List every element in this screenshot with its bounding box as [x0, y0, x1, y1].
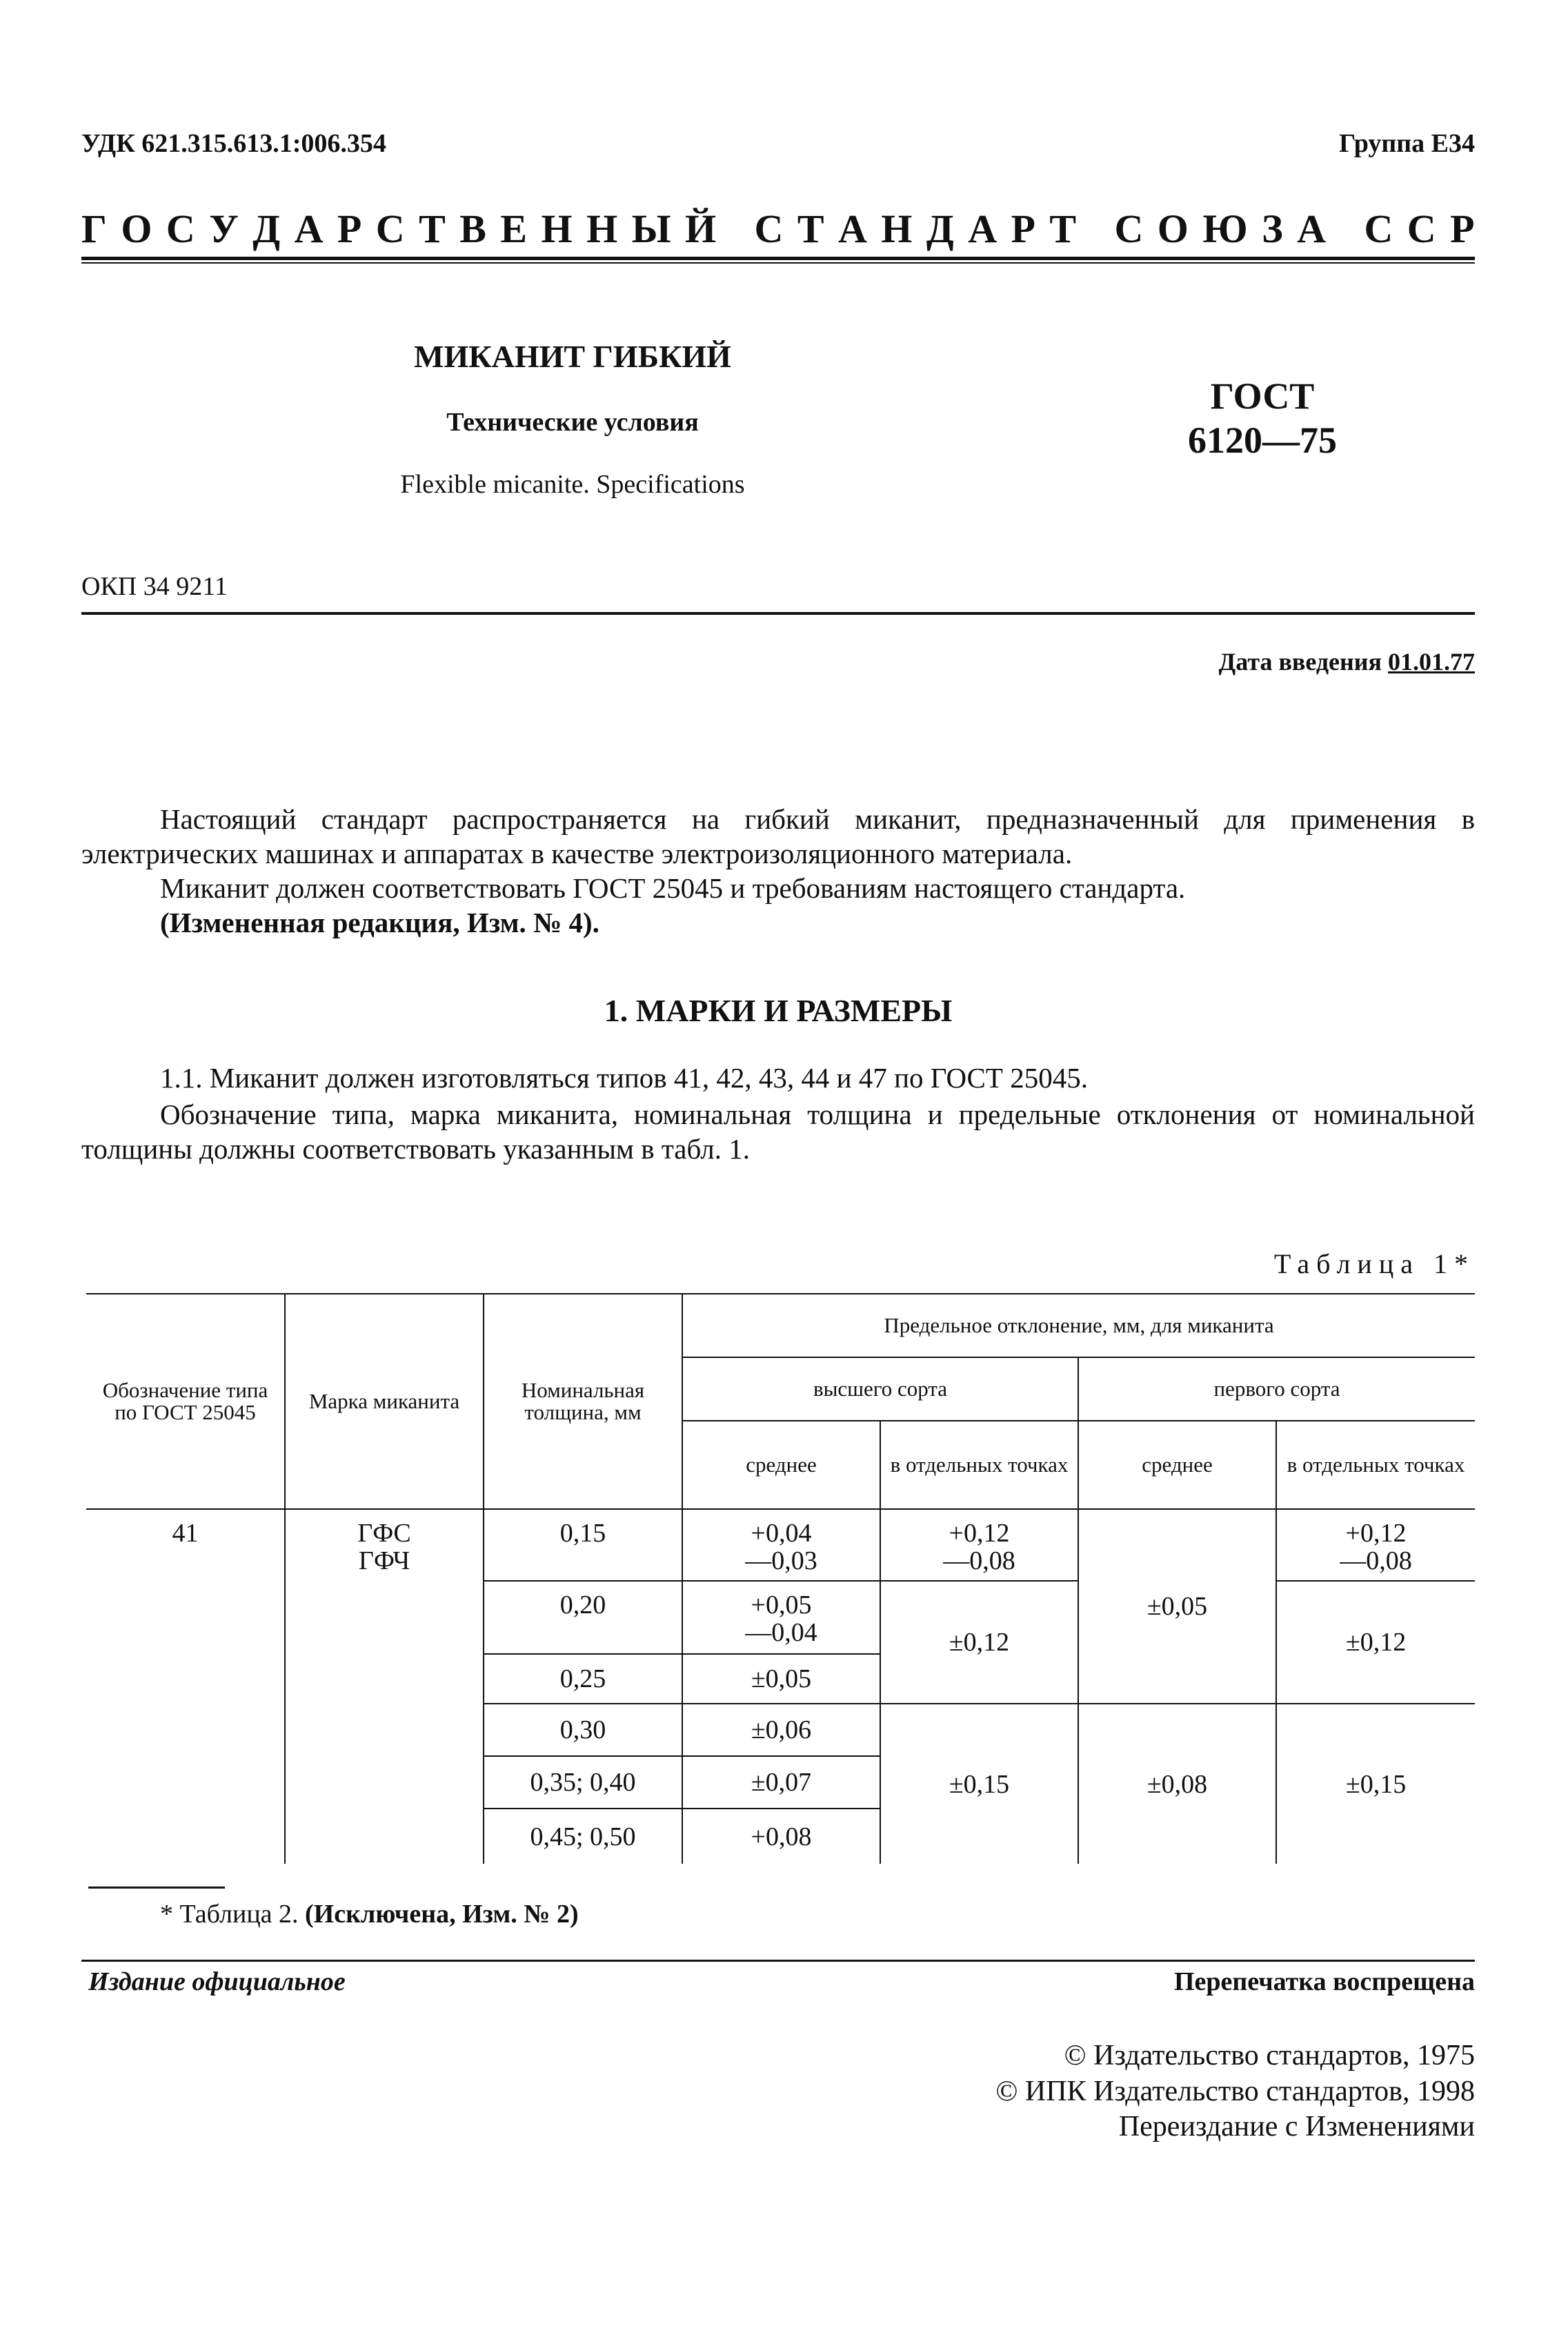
cell-first-points: [1276, 1509, 1475, 1581]
banner-letter: Ю: [1202, 206, 1248, 251]
banner-letter: Й: [685, 206, 717, 251]
banner-letter: Ы: [631, 206, 671, 251]
cell-high-average: ±0,06: [682, 1704, 880, 1756]
date-value: 01.01.77: [1388, 648, 1475, 676]
banner-letter: З: [1262, 206, 1283, 251]
intro-paragraph-1: Настоящий стандарт распространяется на гибкий миканит, предназначенный для применения в электрических машинах и аппаратах в качестве электроизоляционного материала.: [81, 803, 1475, 869]
cell-brands: [285, 1509, 484, 1864]
cell-high-average: [682, 1581, 880, 1654]
banner-letter: С: [754, 206, 784, 251]
clause-1-1-continuation: Обозначение типа, марка миканита, номинальная толщина и предельные отклонения от номинальной толщины должны соответствовать указанным в табл. 1.: [81, 1099, 1475, 1165]
banner-letter: У: [209, 206, 239, 251]
banner-letter: Н: [881, 206, 913, 251]
document-subtitle: Технические условия: [446, 408, 699, 437]
introduction-date: [1219, 647, 1476, 676]
footnote-rule: [88, 1887, 225, 1889]
banner-letter: А: [837, 206, 867, 251]
header-deviation: Предельное отклонение, мм, для миканита: [682, 1294, 1475, 1357]
banner-letter: Т: [419, 206, 446, 251]
footer-rule: [81, 1960, 1475, 1962]
banner-letter: С: [375, 206, 405, 251]
copyright-1975: © Издательство стандартов, 1975: [1064, 2040, 1475, 2071]
cell-high-points: [880, 1509, 1078, 1581]
section-1-heading: 1. МАРКИ И РАЗМЕРЫ: [604, 993, 953, 1028]
value-upper: +0,12: [1345, 1519, 1407, 1548]
cell-thickness: 0,35; 0,40: [484, 1756, 682, 1809]
brand-gfs: ГФС: [357, 1519, 411, 1548]
reissue-note: Переиздание с Изменениями: [1118, 2111, 1475, 2143]
banner-letter: А: [294, 206, 324, 251]
banner-letter: О: [1157, 206, 1189, 251]
banner-letter: Н: [586, 206, 618, 251]
clause-1-1: 1.1. Миканит должен изготовляться типов 41, 42, 43, 44 и 47 по ГОСТ 25045.: [160, 1062, 1088, 1094]
cell-type: 41: [86, 1509, 285, 1864]
banner-letter: Г: [81, 206, 107, 251]
banner-letter: С: [1407, 206, 1436, 251]
gost-number: 6120—75: [1188, 420, 1337, 461]
cell-first-average: ±0,08: [1078, 1704, 1276, 1864]
header-high-average: среднее: [682, 1421, 880, 1509]
banner-letter: В: [459, 206, 486, 251]
banner-gap: [1340, 206, 1351, 252]
value-lower: —0,04: [745, 1618, 817, 1647]
banner-letter: С: [1364, 206, 1393, 251]
header-highest-grade: высшего сорта: [682, 1357, 1078, 1421]
banner-letter: А: [1297, 206, 1327, 251]
english-title: Flexible micanite. Specifications: [400, 470, 745, 499]
banner-gap: [1091, 206, 1101, 252]
cell-high-points: ±0,15: [880, 1704, 1078, 1864]
banner-letter: Т: [797, 206, 824, 251]
banner-letter: Д: [252, 206, 281, 251]
banner-letter: С: [166, 206, 195, 251]
footnote-prefix: * Таблица 2.: [160, 1900, 299, 1929]
value-lower: —0,03: [745, 1546, 817, 1575]
cell-high-points: ±0,12: [880, 1581, 1078, 1704]
header-type: Обозначение типа по ГОСТ 25045: [86, 1294, 285, 1509]
header-brand: Марка миканита: [285, 1294, 484, 1509]
gost-label: ГОСТ: [1210, 375, 1315, 417]
cell-high-average: ±0,05: [682, 1654, 880, 1704]
banner-gap: [731, 206, 741, 252]
header-high-points: в отдельных точках: [880, 1421, 1078, 1509]
date-label: Дата введения: [1218, 648, 1382, 676]
table-header-row-1: [86, 1294, 1475, 1357]
banner-letter: А: [968, 206, 998, 251]
cell-thickness: 0,25: [484, 1654, 682, 1704]
group-code: Группа Е34: [1338, 129, 1475, 158]
banner-letter: Р: [1011, 206, 1035, 251]
state-standard-banner: [81, 206, 1475, 252]
copyright-1998: © ИПК Издательство стандартов, 1998: [995, 2076, 1475, 2107]
footnote: [160, 1899, 579, 1929]
banner-letter: Р: [1450, 206, 1475, 251]
intro-amendment-note: (Измененная редакция, Изм. № 4).: [160, 907, 599, 938]
value-lower: —0,08: [1340, 1546, 1412, 1575]
table-row: [86, 1509, 1475, 1581]
header-thickness: Номинальная толщина, мм: [484, 1294, 682, 1509]
intro-paragraph-2: Миканит должен соответствовать ГОСТ 25045 и требованиям настоящего стандарта.: [160, 872, 1186, 904]
table-1-caption: Таблица 1*: [1273, 1248, 1475, 1279]
header-first-points: в отдельных точках: [1276, 1421, 1475, 1509]
banner-letter: Р: [337, 206, 362, 251]
value-upper: +0,12: [949, 1519, 1010, 1548]
okp-rule: [81, 612, 1475, 615]
banner-letter: Н: [541, 206, 573, 251]
cell-thickness: 0,30: [484, 1704, 682, 1756]
footnote-bold: (Исключена, Изм. № 2): [305, 1900, 579, 1929]
banner-letter: С: [1114, 206, 1144, 251]
cell-first-points: ±0,15: [1276, 1704, 1475, 1864]
cell-high-average: [682, 1509, 880, 1581]
cell-high-average: ±0,07: [682, 1756, 880, 1809]
cell-thickness: 0,45; 0,50: [484, 1809, 682, 1864]
header-first-grade: первого сорта: [1078, 1357, 1475, 1421]
header-rule-thin: [81, 262, 1475, 264]
header-rule: [81, 257, 1475, 260]
cell-thickness: 0,15: [484, 1509, 682, 1581]
cell-high-average: +0,08: [682, 1809, 880, 1864]
value-upper: +0,04: [751, 1519, 812, 1548]
cell-thickness: 0,20: [484, 1581, 682, 1654]
gost-designation: [1159, 374, 1366, 462]
brand-gfch: ГФЧ: [358, 1546, 410, 1575]
banner-letter: Е: [500, 206, 528, 251]
header-first-average: среднее: [1078, 1421, 1276, 1509]
document-title: МИКАНИТ ГИБКИЙ: [414, 339, 731, 374]
okp-code: ОКП 34 9211: [81, 572, 228, 601]
official-edition: Издание официальное: [88, 1967, 346, 1996]
banner-letter: О: [121, 206, 152, 251]
reprint-forbidden: Перепечатка воспрещена: [1173, 1967, 1475, 1996]
cell-first-average: ±0,05: [1078, 1509, 1276, 1704]
banner-letter: Т: [1049, 206, 1077, 251]
cell-first-points: ±0,12: [1276, 1581, 1475, 1704]
udk-code: УДК 621.315.613.1:006.354: [81, 129, 386, 158]
banner-letter: Д: [926, 206, 954, 251]
value-upper: +0,05: [751, 1590, 812, 1619]
value-lower: —0,08: [943, 1546, 1015, 1575]
table-1: [86, 1293, 1475, 1864]
